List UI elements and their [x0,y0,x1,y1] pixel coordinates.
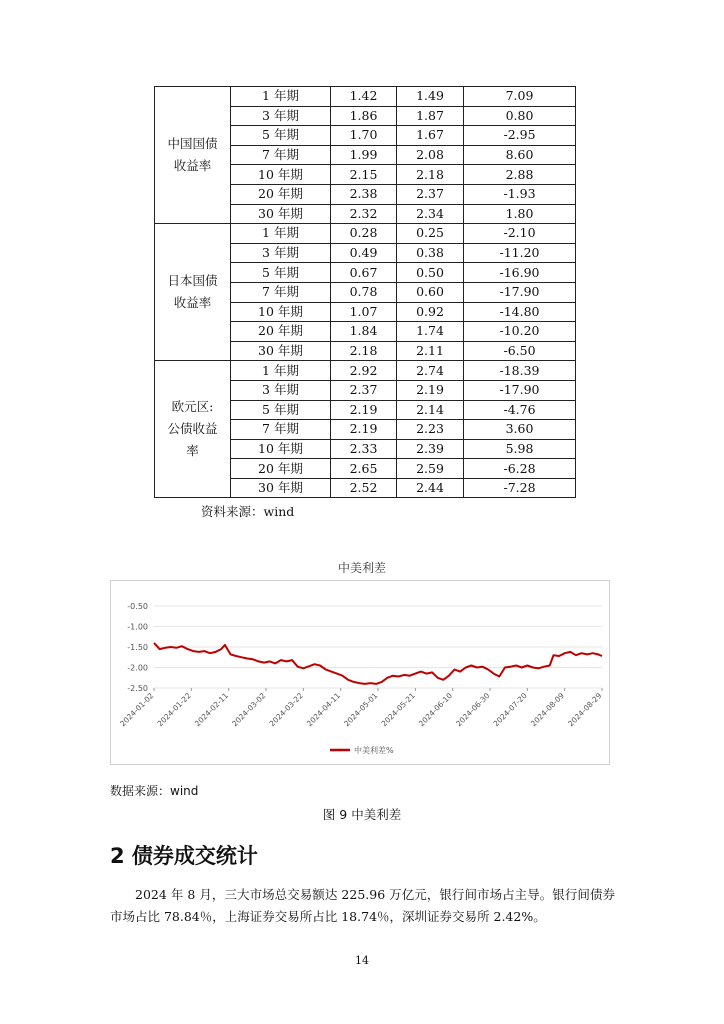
value-cell: 2.33 [331,439,397,459]
value-cell: 2.11 [397,341,464,361]
value-cell: 0.67 [331,263,397,283]
value-cell: 2.14 [397,400,464,420]
value-cell: 1.42 [331,87,397,107]
x-tick-label: 2024-08-09 [528,691,567,729]
value-cell: 0.78 [331,282,397,302]
spread-chart [110,580,610,765]
x-tick-label: 2024-07-20 [491,691,529,729]
value-cell: -6.50 [464,341,576,361]
x-tick-label: 2024-05-01 [342,691,380,729]
value-cell: 2.88 [464,165,576,185]
term-cell: 20 年期 [231,459,331,479]
group-label: 日本国债收益率 [167,273,218,311]
term-cell: 3 年期 [231,380,331,400]
figure-caption: 图 9 中美利差 [322,807,402,822]
value-cell: 1.80 [464,204,576,224]
value-cell: 1.86 [331,106,397,126]
chart-title: 中美利差 [337,561,386,575]
x-tick-label: 2024-01-02 [118,691,156,729]
value-cell: -2.10 [464,224,576,244]
group-label-cell [155,87,231,224]
value-cell: 2.32 [331,204,397,224]
y-tick-label: -1.00 [127,622,148,632]
term-cell: 1 年期 [231,224,331,244]
term-cell: 3 年期 [231,243,331,263]
value-cell: 1.84 [331,322,397,342]
value-cell: 2.19 [331,420,397,440]
series-line [154,643,602,684]
value-cell: 1.87 [397,106,464,126]
term-cell: 7 年期 [231,282,331,302]
value-cell: 0.92 [397,302,464,322]
value-cell: -17.90 [464,380,576,400]
value-cell: -11.20 [464,243,576,263]
body-paragraph: 2024 年 8 月，三大市场总交易额达 225.96 万亿元，银行间市场占主导。银行间债券市场占比 78.84％，上海证券交易所占比 18.74％，深圳证券交易所 2.42%。 [110,887,615,924]
x-tick-label: 2024-01-22 [155,691,193,729]
value-cell: 5.98 [464,439,576,459]
term-cell: 10 年期 [231,165,331,185]
x-tick-label: 2024-03-02 [230,691,268,729]
value-cell: 2.59 [397,459,464,479]
term-cell: 30 年期 [231,341,331,361]
value-cell: 0.25 [397,224,464,244]
value-cell: 2.44 [397,478,464,498]
term-cell: 30 年期 [231,478,331,498]
term-cell: 30 年期 [231,204,331,224]
x-tick-label: 2024-02-11 [192,691,231,729]
section-heading: 2 债券成交统计 [110,844,258,868]
value-cell: 1.49 [397,87,464,107]
value-cell: 1.70 [331,126,397,146]
x-tick-label: 2024-04-11 [304,691,343,729]
value-cell: 2.39 [397,439,464,459]
value-cell: 2.18 [397,165,464,185]
value-cell: 1.74 [397,322,464,342]
value-cell: 2.65 [331,459,397,479]
group-label: 中国国债收益率 [167,136,218,174]
value-cell: 2.52 [331,478,397,498]
value-cell: 1.67 [397,126,464,146]
value-cell: 1.99 [331,145,397,165]
value-cell: 8.60 [464,145,576,165]
group-label: 欧元区:公债收益率 [167,399,218,459]
value-cell: -18.39 [464,361,576,381]
term-cell: 7 年期 [231,145,331,165]
value-cell: 2.08 [397,145,464,165]
value-cell: -1.93 [464,184,576,204]
bond-yield-table [154,86,576,498]
term-cell: 5 年期 [231,263,331,283]
x-tick-label: 2024-06-10 [416,691,455,729]
legend-label: 中美利差% [354,746,394,755]
value-cell: -17.90 [464,282,576,302]
value-cell: -14.80 [464,302,576,322]
value-cell: 2.19 [331,400,397,420]
value-cell: 2.34 [397,204,464,224]
page-number: 14 [355,954,369,967]
value-cell: 2.19 [397,380,464,400]
value-cell: -4.76 [464,400,576,420]
value-cell: 0.38 [397,243,464,263]
term-cell: 10 年期 [231,439,331,459]
y-tick-label: -2.50 [127,684,148,693]
value-cell: 2.23 [397,420,464,440]
value-cell: 2.38 [331,184,397,204]
group-label-cell [155,224,231,361]
value-cell: 0.49 [331,243,397,263]
x-tick-label: 2024-06-30 [454,691,492,729]
x-tick-label: 2024-05-21 [379,691,417,729]
term-cell: 20 年期 [231,322,331,342]
y-tick-label: -0.50 [127,602,148,611]
value-cell: 2.18 [331,341,397,361]
value-cell: 2.37 [331,380,397,400]
value-cell: 2.15 [331,165,397,185]
value-cell: 1.07 [331,302,397,322]
value-cell: -2.95 [464,126,576,146]
chart-source: 数据来源：wind [110,784,199,798]
table-row [155,224,576,244]
value-cell: 0.28 [331,224,397,244]
value-cell: 2.37 [397,184,464,204]
term-cell: 20 年期 [231,184,331,204]
group-label-cell [155,361,231,498]
value-cell: 3.60 [464,420,576,440]
value-cell: 0.80 [464,106,576,126]
term-cell: 1 年期 [231,87,331,107]
term-cell: 3 年期 [231,106,331,126]
value-cell: 0.60 [397,282,464,302]
y-tick-label: -1.50 [127,643,148,652]
y-tick-label: -2.00 [127,663,148,673]
table-source: 资料来源：wind [201,504,295,519]
value-cell: -16.90 [464,263,576,283]
x-tick-label: 2024-08-29 [566,691,604,729]
value-cell: -6.28 [464,459,576,479]
value-cell: 0.50 [397,263,464,283]
chart-frame [111,581,610,765]
value-cell: -7.28 [464,478,576,498]
term-cell: 7 年期 [231,420,331,440]
value-cell: -10.20 [464,322,576,342]
table-row [155,87,576,107]
table-row [155,361,576,381]
term-cell: 5 年期 [231,400,331,420]
value-cell: 2.92 [331,361,397,381]
term-cell: 10 年期 [231,302,331,322]
value-cell: 7.09 [464,87,576,107]
term-cell: 5 年期 [231,126,331,146]
x-tick-label: 2024-03-22 [267,691,305,729]
term-cell: 1 年期 [231,361,331,381]
value-cell: 2.74 [397,361,464,381]
